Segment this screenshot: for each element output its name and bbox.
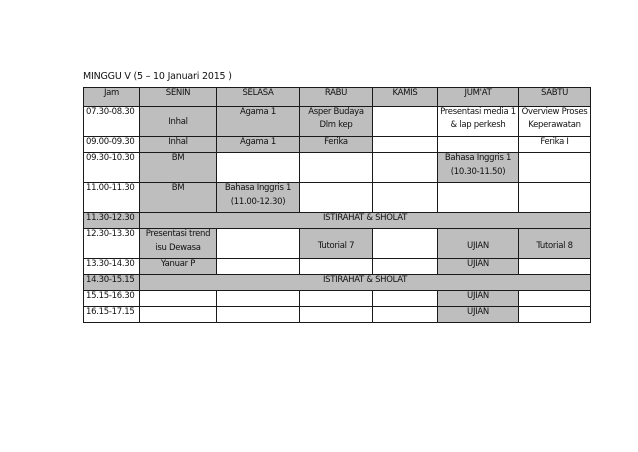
schedule-table bbox=[83, 87, 591, 323]
time-cell: 11.30-12.30 bbox=[84, 213, 140, 229]
cell-selasa: Agama 1 bbox=[217, 107, 300, 137]
cell-rabu bbox=[300, 307, 373, 323]
cell-selasa bbox=[217, 259, 300, 275]
cell-senin bbox=[140, 229, 217, 259]
cell-selasa bbox=[217, 153, 300, 183]
cell-rabu bbox=[300, 183, 373, 213]
cell-jumat bbox=[438, 229, 519, 259]
cell-sabtu bbox=[519, 153, 591, 183]
cell-sabtu bbox=[519, 291, 591, 307]
cell-sabtu: Ferika I bbox=[519, 137, 591, 153]
table-row bbox=[84, 229, 591, 259]
cell-selasa bbox=[217, 307, 300, 323]
cell-kamis bbox=[373, 259, 438, 275]
cell-text-line-1: Asper Budaya bbox=[308, 107, 364, 117]
cell-kamis bbox=[373, 107, 438, 137]
cell-jumat bbox=[438, 153, 519, 183]
cell-text-line-1: Presentasi media 1 bbox=[440, 107, 516, 117]
cell-text: Tutorial 8 bbox=[536, 241, 573, 251]
cell-rabu bbox=[300, 153, 373, 183]
cell-rabu: Ferika bbox=[300, 137, 373, 153]
cell-text: UJIAN bbox=[467, 241, 489, 251]
table-header-row bbox=[84, 88, 591, 107]
time-cell: 14.30-15.15 bbox=[84, 275, 140, 291]
cell-kamis bbox=[373, 137, 438, 153]
cell-jumat bbox=[438, 107, 519, 137]
cell-senin: Yanuar P bbox=[140, 259, 217, 275]
table-row bbox=[84, 307, 591, 323]
cell-senin: BM bbox=[140, 183, 217, 213]
break-cell: ISTIRAHAT & SHOLAT bbox=[140, 275, 591, 291]
cell-kamis bbox=[373, 183, 438, 213]
cell-jumat bbox=[438, 183, 519, 213]
table-row bbox=[84, 259, 591, 275]
cell-senin bbox=[140, 307, 217, 323]
cell-text-line-2: Keperawatan bbox=[528, 119, 581, 130]
cell-selasa bbox=[217, 291, 300, 307]
cell-senin bbox=[140, 107, 217, 137]
cell-jumat: UJIAN bbox=[438, 259, 519, 275]
cell-senin bbox=[140, 291, 217, 307]
cell-sabtu bbox=[519, 307, 591, 323]
cell-text-line-2: isu Dewasa bbox=[155, 242, 201, 253]
time-cell: 09.30-10.30 bbox=[84, 153, 140, 183]
cell-text-line-1: Presentasi trend bbox=[145, 229, 211, 239]
cell-text-line-1: Bahasa Inggris 1 bbox=[224, 183, 292, 193]
table-row bbox=[84, 107, 591, 137]
header-selasa: SELASA bbox=[217, 88, 300, 107]
cell-kamis bbox=[373, 153, 438, 183]
cell-text-line-1: Bahasa Inggris 1 bbox=[444, 153, 512, 163]
cell-sabtu bbox=[519, 229, 591, 259]
cell-rabu bbox=[300, 291, 373, 307]
cell-sabtu bbox=[519, 183, 591, 213]
time-cell: 12.30-13.30 bbox=[84, 229, 140, 259]
cell-text-line-2: (11.00-12.30) bbox=[230, 196, 286, 207]
cell-senin: Inhal bbox=[140, 137, 217, 153]
cell-sabtu bbox=[519, 107, 591, 137]
cell-text-line-2: Dlm kep bbox=[319, 119, 353, 130]
header-jumat: JUM'AT bbox=[438, 88, 519, 107]
time-cell: 11.00-11.30 bbox=[84, 183, 140, 213]
break-cell: ISTIRAHAT & SHOLAT bbox=[140, 213, 591, 229]
cell-text: Tutorial 7 bbox=[317, 241, 355, 251]
cell-text: Inhal bbox=[168, 117, 188, 127]
cell-rabu bbox=[300, 259, 373, 275]
cell-text-line-2: & lap perkesh bbox=[450, 119, 506, 130]
table-row bbox=[84, 183, 591, 213]
cell-senin: BM bbox=[140, 153, 217, 183]
header-jam: Jam bbox=[84, 88, 140, 107]
cell-selasa bbox=[217, 229, 300, 259]
cell-sabtu bbox=[519, 259, 591, 275]
cell-text-line-1: Overview Proses bbox=[521, 107, 588, 117]
schedule-title: MINGGU V (5 – 10 Januari 2015 ) bbox=[83, 71, 232, 82]
header-sabtu: SABTU bbox=[519, 88, 591, 107]
time-cell: 07.30-08.30 bbox=[84, 107, 140, 137]
cell-rabu bbox=[300, 107, 373, 137]
header-rabu: RABU bbox=[300, 88, 373, 107]
table-row bbox=[84, 153, 591, 183]
table-row bbox=[84, 291, 591, 307]
cell-kamis bbox=[373, 307, 438, 323]
time-cell: 16.15-17.15 bbox=[84, 307, 140, 323]
cell-jumat: UJIAN bbox=[438, 307, 519, 323]
header-senin: SENIN bbox=[140, 88, 217, 107]
cell-jumat: UJIAN bbox=[438, 291, 519, 307]
cell-jumat bbox=[438, 137, 519, 153]
header-kamis: KAMIS bbox=[373, 88, 438, 107]
time-cell: 09.00-09.30 bbox=[84, 137, 140, 153]
cell-text-line-2: (10.30-11.50) bbox=[450, 166, 506, 177]
cell-selasa bbox=[217, 183, 300, 213]
cell-kamis bbox=[373, 291, 438, 307]
table-row bbox=[84, 137, 591, 153]
cell-selasa: Agama 1 bbox=[217, 137, 300, 153]
time-cell: 13.30-14.30 bbox=[84, 259, 140, 275]
table-row bbox=[84, 213, 591, 229]
cell-kamis bbox=[373, 229, 438, 259]
cell-rabu bbox=[300, 229, 373, 259]
table-row bbox=[84, 275, 591, 291]
time-cell: 15.15-16.30 bbox=[84, 291, 140, 307]
